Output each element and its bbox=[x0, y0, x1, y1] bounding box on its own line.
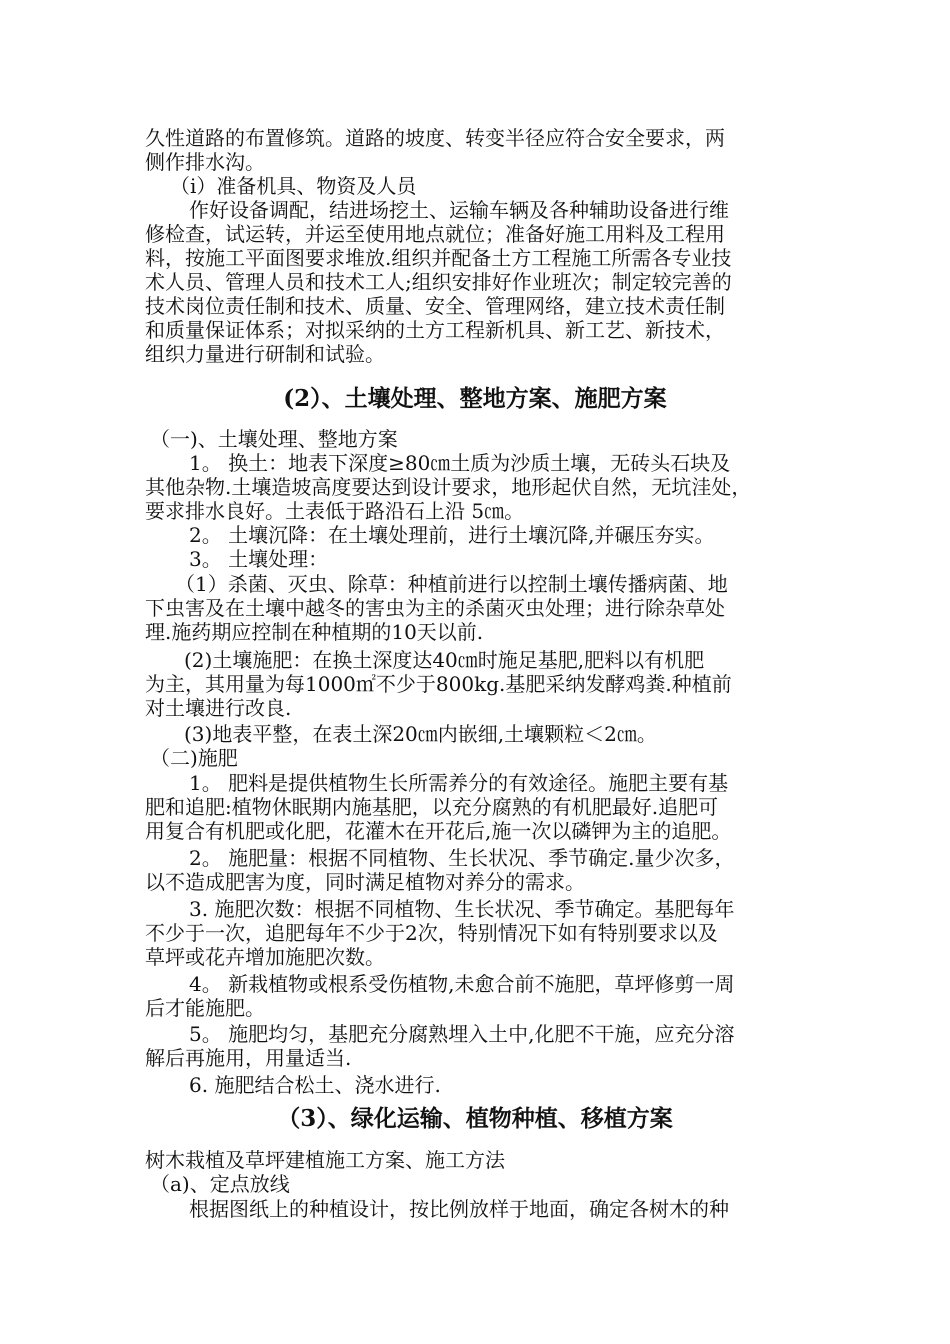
text-line: (2)土壤施肥：在换土深度达40㎝时施足基肥,肥料以有机肥 bbox=[184, 648, 705, 672]
text-line: 2。 施肥量：根据不同植物、生长状况、季节确定.量少次多， bbox=[189, 846, 735, 870]
text-line: 对土壤进行改良. bbox=[145, 696, 292, 720]
text-line: 术人员、管理人员和技术工人;组织安排好作业班次；制定较完善的 bbox=[145, 270, 732, 294]
text-line: 根据图纸上的种植设计，按比例放样于地面，确定各树木的种 bbox=[189, 1197, 729, 1221]
text-line: 侧作排水沟。 bbox=[145, 150, 265, 174]
text-line: 以不造成肥害为度，同时满足植物对养分的需求。 bbox=[145, 870, 585, 894]
text-line: 料，按施工平面图要求堆放.组织并配备土方工程施工所需各专业技 bbox=[145, 246, 732, 270]
subsection-label: （a)、定点放线 bbox=[150, 1172, 290, 1196]
subsection-label: （一)、土壤处理、整地方案 bbox=[150, 427, 398, 451]
section-heading: （3）、绿化运输、植物种植、移植方案 bbox=[277, 1105, 673, 1132]
text-line: 理.施药期应控制在种植期的10天以前. bbox=[145, 620, 484, 644]
text-line: 作好设备调配，结进场挖土、运输车辆及各种辅助设备进行维 bbox=[189, 198, 729, 222]
text-line: 下虫害及在土壤中越冬的害虫为主的杀菌灭虫处理；进行除杂草处 bbox=[145, 596, 725, 620]
text-line: 5。 施肥均匀，基肥充分腐熟埋入土中,化肥不干施，应充分溶 bbox=[189, 1022, 735, 1046]
text-line: 树木栽植及草坪建植施工方案、施工方法 bbox=[145, 1148, 505, 1172]
text-line: 要求排水良好。土表低于路沿石上沿 5㎝。 bbox=[145, 499, 525, 523]
text-line: 解后再施用，用量适当. bbox=[145, 1046, 352, 1070]
section-label: （i）准备机具、物资及人员 bbox=[170, 174, 417, 198]
section-heading: (2）、土壤处理、整地方案、施肥方案 bbox=[283, 385, 667, 412]
text-line: 和质量保证体系；对拟采纳的土方工程新机具、新工艺、新技术， bbox=[145, 318, 725, 342]
text-line: 2。 土壤沉降：在土壤处理前，进行土壤沉降,并碾压夯实。 bbox=[189, 523, 715, 547]
text-line: 3。 土壤处理： bbox=[189, 547, 329, 571]
text-line: 4。 新栽植物或根系受伤植物,未愈合前不施肥，草坪修剪一周 bbox=[189, 972, 735, 996]
text-line: 为主，其用量为每1000㎡不少于800kg.基肥采纳发酵鸡粪.种植前 bbox=[145, 672, 732, 696]
text-line: 6. 施肥结合松土、浇水进行. bbox=[189, 1073, 441, 1097]
text-line: （1）杀菌、灭虫、除草：种植前进行以控制土壤传播病菌、地 bbox=[175, 572, 728, 596]
text-line: 修检查，试运转，并运至使用地点就位；准备好施工用料及工程用 bbox=[145, 222, 725, 246]
subsection-label: （二)施肥 bbox=[150, 746, 238, 770]
text-line: 组织力量进行研制和试验。 bbox=[145, 342, 385, 366]
text-line: 久性道路的布置修筑。道路的坡度、转变半径应符合安全要求，两 bbox=[145, 126, 725, 150]
text-line: 用复合有机肥或化肥，花灌木在开花后,施一次以磷钾为主的追肥。 bbox=[145, 819, 732, 843]
text-line: 3. 施肥次数：根据不同植物、生长状况、季节确定。基肥每年 bbox=[189, 897, 735, 921]
text-line: 后才能施肥。 bbox=[145, 996, 265, 1020]
text-line: 技术岗位责任制和技术、质量、安全、管理网络，建立技术责任制 bbox=[145, 294, 725, 318]
text-line: 草坪或花卉增加施肥次数。 bbox=[145, 945, 385, 969]
text-line: 1。 肥料是提供植物生长所需养分的有效途径。施肥主要有基 bbox=[189, 771, 729, 795]
text-line: 其他杂物.土壤造坡高度要达到设计要求，地形起伏自然，无坑洼处， bbox=[145, 475, 752, 499]
text-line: (3)地表平整，在表土深20㎝内嵌细,土壤颗粒＜2㎝。 bbox=[184, 722, 657, 746]
text-line: 肥和追肥:植物休眠期内施基肥，以充分腐熟的有机肥最好.追肥可 bbox=[145, 795, 719, 819]
text-line: 1。 换土：地表下深度≥80㎝土质为沙质土壤，无砖头石块及 bbox=[189, 451, 731, 475]
text-line: 不少于一次，追肥每年不少于2次，特别情况下如有特别要求以及 bbox=[145, 921, 718, 945]
